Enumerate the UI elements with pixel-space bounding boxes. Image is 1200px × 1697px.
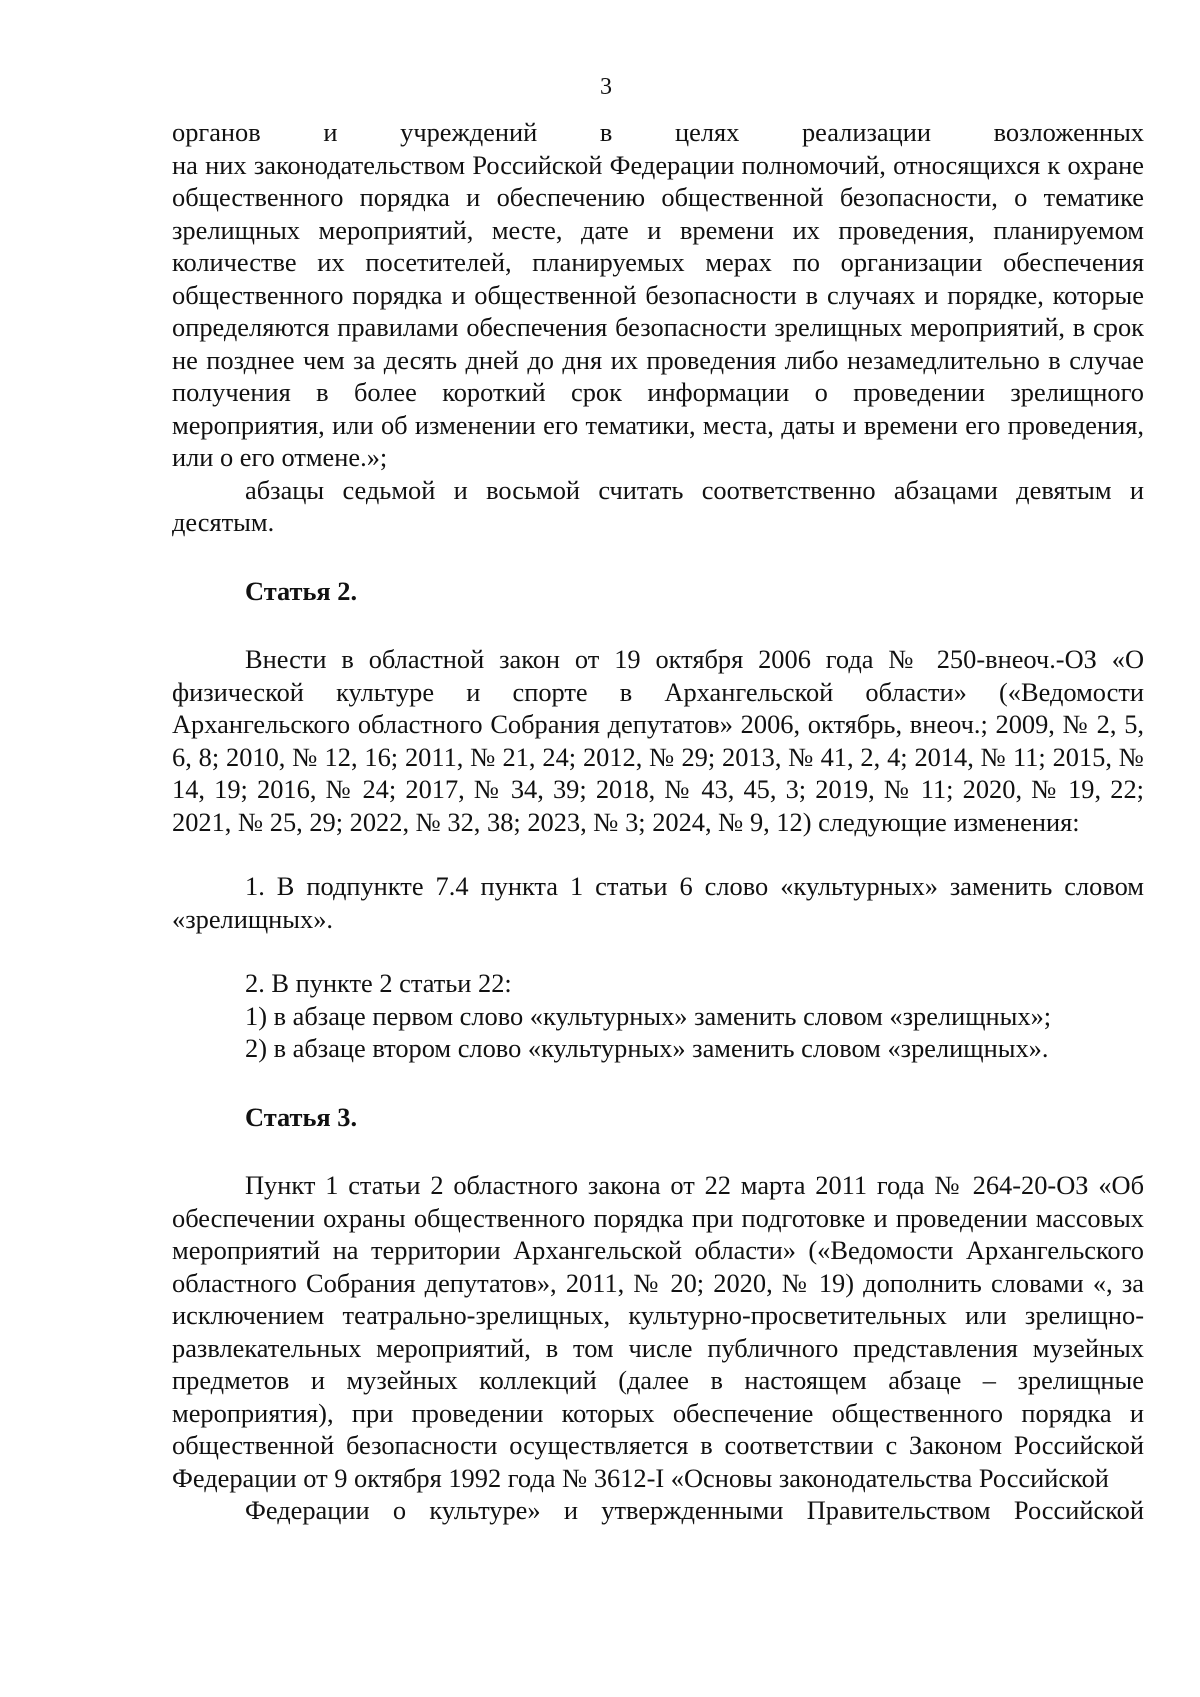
article-3-paragraph xyxy=(172,1169,1144,1527)
article-2-item-1: 1. В подпункте 7.4 пункта 1 статьи 6 слово «культурных» заменить словом «зрелищных». xyxy=(172,871,1144,934)
spacer xyxy=(172,539,1144,575)
article-3-last-line: Федерации о культуре» и утвержденными Правительством Российской xyxy=(245,1495,1144,1525)
spacer xyxy=(172,838,1144,870)
spacer xyxy=(172,935,1144,967)
intro-first-line: органов и учреждений в целях реализации возложенных xyxy=(172,117,1144,147)
abzacy-paragraph: абзацы седьмой и восьмой считать соответственно абзацами девятым и десятым. xyxy=(172,474,1144,537)
document-body xyxy=(172,116,1144,1527)
spacer xyxy=(172,1065,1144,1101)
article-3-text: Пункт 1 статьи 2 областного закона от 22 марта 2011 года № 264-20-ОЗ «Об обеспечении охраны общественного порядка при подготовке и проведении массовых мероприятий на территории Архангельской области» («Ведомости Архангельского областного Собрания депутатов», 2011, № 20; 2020, № 19) дополнить словами «, за исключением театрально-зрелищных, культурно-просветительных или зрелищно-развлекательных мероприятий, в том числе публичного представления музейных предметов и музейных коллекций (далее в настоящем абзаце – зрелищные мероприятия), при проведении которых обеспечение общественного порядка и общественной безопасности осуществляется в соответствии с Законом Российской Федерации от 9 октября 1992 года № 3612-I «Основы законодательства Российской xyxy=(172,1170,1144,1493)
article-2-item-2-sub-2: 2) в абзаце втором слово «культурных» заменить словом «зрелищных». xyxy=(245,1033,1049,1063)
spacer xyxy=(172,607,1144,643)
page-number: 3 xyxy=(600,74,612,100)
article-3-heading: Статья 3. xyxy=(245,1101,358,1132)
spacer xyxy=(172,1133,1144,1169)
intro-paragraph xyxy=(172,116,1144,474)
article-2-heading: Статья 2. xyxy=(245,575,358,606)
article-2-item-2: 2. В пункте 2 статьи 22: xyxy=(245,968,512,998)
article-2-intro: Внести в областной закон от 19 октября 2006 года № 250-внеоч.-ОЗ «О физической культуре и спорте в Архангельской области» («Ведомости Архангельского областного Собрания депутатов» 2006, октябрь, внеоч.; 2009, № 2, 5, 6, 8; 2010, № 12, 16; 2011, № 21, 24; 2012, № 29; 2013, № 41, 2, 4; 2014, № 11; 2015, № 14, 19; 2016, № 24; 2017, № 34, 39; 2018, № 43, 45, 3; 2019, № 11; 2020, № 19, 22; 2021, № 25, 29; 2022, № 32, 38; 2023, № 3; 2024, № 9, 12) следующие изменения: xyxy=(172,644,1144,837)
article-2-item-2-sub-1: 1) в абзаце первом слово «культурных» заменить словом «зрелищных»; xyxy=(245,1000,1052,1031)
intro-rest: на них законодательством Российской Федерации полномочий, относящихся к охране общественного порядка и обеспечению общественной безопасности, о тематике зрелищных мероприятий, месте, дате и времени их проведения, планируемом количестве их посетителей, планируемых мерах по организации обеспечения общественного порядка и общественной безопасности в случаях и порядке, которые определяются правилами обеспечения безопасности зрелищных мероприятий, в срок не позднее чем за десять дней до дня их проведения либо незамедлительно в случае получения в более короткий срок информации о проведении зрелищного мероприятия, или об изменении его тематики, места, даты и времени его проведения, или о его отмене.»; xyxy=(172,149,1144,472)
